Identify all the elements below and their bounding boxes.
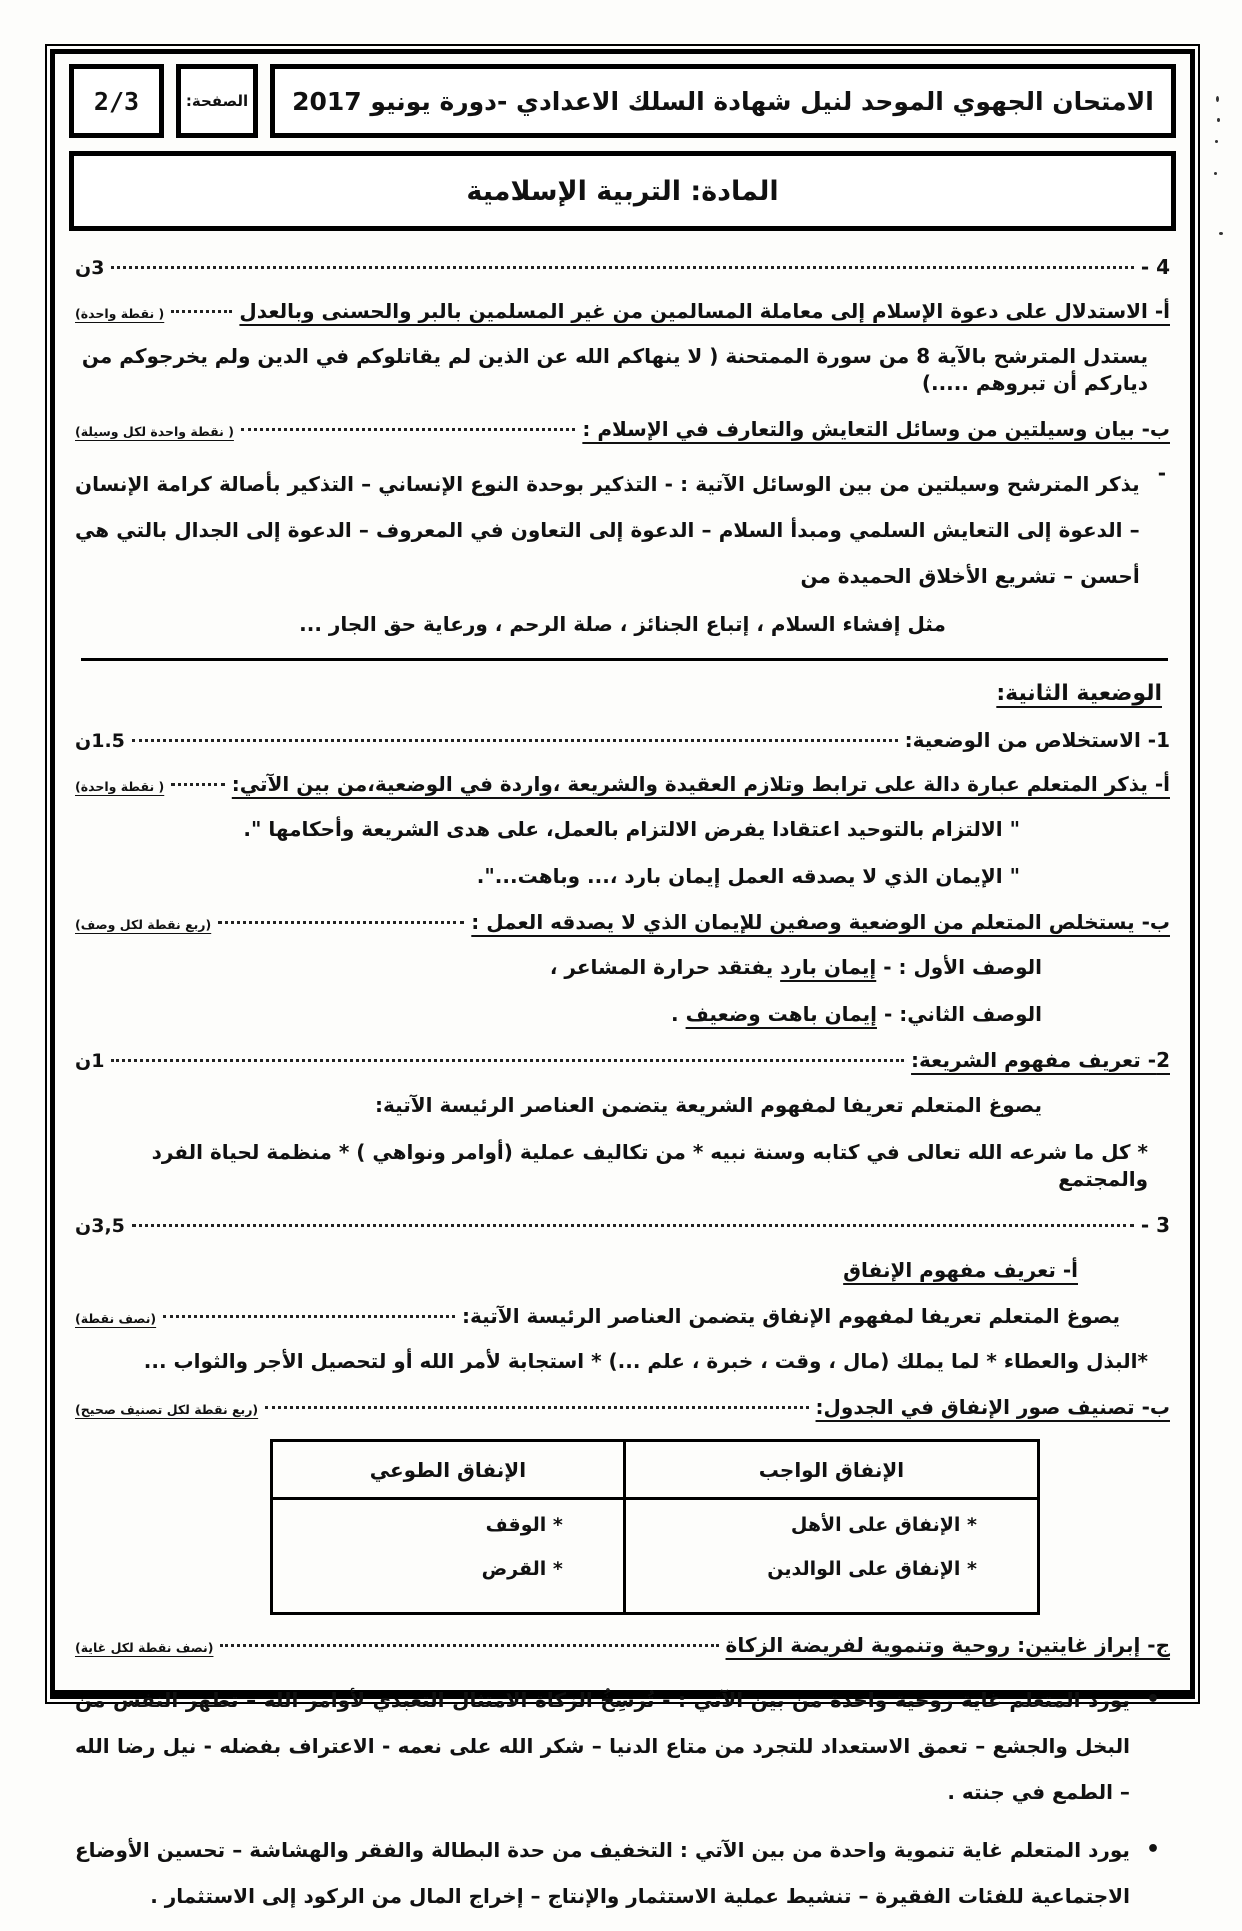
s2-q1-b-title: ب- يستخلص المتعلم من الوضعية وصفين للإيمان الذي لا يصدقه العمل :: [471, 910, 1170, 934]
tatawwui-cell: [272, 1499, 625, 1614]
s2-q3-number-line: [75, 1213, 1170, 1237]
s2-q1-quote2: " الإيمان الذي لا يصدقه العمل إيمان بارد ،... وباهت...".: [476, 864, 1020, 888]
desc2-rest: .: [671, 1002, 679, 1026]
col-header-wajib: الإنفاق الواجب: [624, 1441, 1038, 1499]
s2-q2-elements: * كل ما شرعه الله تعالى في كتابه وسنة نبيه * من تكاليف عملية (أوامر ونواهي ) * منظمة لحياة الفرد والمجتمع: [151, 1140, 1148, 1191]
dotted-leader: [171, 783, 225, 786]
development-goal-text: يورد المتعلم غاية تنموية واحدة من بين الآتي : التخفيف من حدة البطالة والفقر والهشاشة – تحسين الأوضاع الاجتماعية للفئات الفقيرة – تنشيط عملية الاستثمار والإنتاج – إخراج المال من الركود إلى الاستثمار .: [75, 1838, 1130, 1908]
scan-noise-speck: [1219, 232, 1223, 235]
infaq-classification-table: [270, 1439, 1040, 1615]
dotted-leader: [111, 266, 1133, 269]
marking-note: ( نقطة واحدة): [75, 779, 165, 794]
answer-key-content: [69, 231, 1176, 1931]
wajib-cell: [624, 1499, 1038, 1614]
desc1-phrase: إيمان بارد: [780, 955, 877, 979]
scan-noise-speck: [1216, 96, 1219, 102]
subject-box: [69, 151, 1176, 231]
s2-q3-b-title-line: [75, 1395, 1170, 1419]
table-item: * الوقف: [485, 1514, 563, 1536]
marking-note: (نصف نقطة): [75, 1311, 157, 1326]
list-dash: -: [1157, 461, 1166, 485]
s2-q3-number: 3 -: [1140, 1213, 1170, 1237]
s2-q1-title-line: [75, 728, 1170, 752]
s2-q1-desc2: [75, 1001, 1170, 1028]
s2-q2-title: 2- تعريف مفهوم الشريعة:: [911, 1048, 1170, 1072]
q4-a-title-line: [75, 299, 1170, 323]
s2-q1-title: 1- الاستخلاص من الوضعية:: [904, 728, 1170, 752]
page-number-box: [69, 64, 164, 138]
q4-number-line: [75, 255, 1170, 279]
s2-q1-a-title: أ- يذكر المتعلم عبارة دالة على ترابط وتلازم العقيدة والشريعة ،واردة في الوضعية،من بين الآتي:: [231, 772, 1170, 796]
situation2-title: الوضعية الثانية:: [996, 681, 1162, 706]
marking-note: (ربع نقطة لكل تصنيف صحيح): [75, 1402, 259, 1417]
table-header-row: [272, 1441, 1039, 1499]
dotted-leader: [132, 739, 898, 742]
development-goal-bullet: [75, 1827, 1170, 1931]
exam-title-box: [270, 64, 1176, 138]
s2-q3-c-title: ج- إبراز غايتين: روحية وتنموية لفريضة الزكاة: [725, 1633, 1170, 1657]
s2-q3-a-intro: يصوغ المتعلم تعريفا لمفهوم الإنفاق يتضمن العناصر الرئيسة الآتية:: [462, 1304, 1120, 1328]
spiritual-goal-text: يورد المتعلم غاية روحية واحدة من بين الآتي : - تُرسِخُ الزكاة الامتثال التعبدي لأوامر الله – تطهر النفس من البخل والجشع – تعمق الاستعداد للتجرد من متاع الدنيا – شكر الله على نعمه - الاعتراف بفضله - نيل رضا الله – الطمع في جنته .: [75, 1688, 1130, 1804]
s2-q1-a-title-line: [75, 772, 1170, 796]
q4-a-answer: يستدل المترشح بالآية 8 من سورة الممتحنة ( لا ينهاكم الله عن الذين لم يقاتلوكم في الدين ولم يخرجوكم من دياركم أن تبروهم .....): [81, 344, 1148, 395]
q4-b-answer-end: مثل إفشاء السلام ، إتباع الجنائز ، صلة الرحم ، ورعاية حق الجار ...: [299, 612, 946, 636]
dotted-leader: [220, 1644, 718, 1647]
page-number: 2/3: [93, 86, 140, 116]
bullet-icon: •: [1145, 1837, 1160, 1862]
dotted-leader: [163, 1315, 455, 1318]
dotted-leader: [132, 1224, 1134, 1227]
bullet-icon: •: [1145, 1687, 1160, 1712]
q4-b-answer: يذكر المترشح وسيلتين من بين الوسائل الآتية : - التذكير بوحدة النوع الإنساني – التذكير بأصالة كرامة الإنسان – الدعوة إلى التعايش السلمي ومبدأ السلام – الدعوة إلى التعاون في المعروف – الدعوة إلى الجدال بالتي هي أحسن – تشريع الأخلاق الحميدة من: [75, 472, 1140, 588]
marking-note: ( نقطة واحدة): [75, 306, 165, 321]
s2-q3-points: 3,5ن: [75, 1215, 125, 1237]
header-row: [69, 64, 1176, 138]
s2-q3-a-title: أ- تعريف مفهوم الإنفاق: [843, 1258, 1078, 1282]
scan-noise-speck: [1214, 172, 1217, 175]
exam-title: الامتحان الجهوي الموحد لنيل شهادة السلك الاعدادي -دورة يونيو 2017: [292, 86, 1154, 116]
spiritual-goal-bullet: [75, 1677, 1170, 1827]
q4-points: 3ن: [75, 257, 105, 279]
dotted-leader: [265, 1406, 808, 1409]
s2-q3-c-title-line: [75, 1633, 1170, 1657]
scan-noise-speck: [1215, 140, 1218, 143]
q4-number: 4 -: [1140, 255, 1170, 279]
s2-q3-b-title: ب- تصنيف صور الإنفاق في الجدول:: [815, 1395, 1170, 1419]
s2-q3-a-intro-line: [75, 1304, 1170, 1328]
marking-note: (ربع نقطة لكل وصف): [75, 917, 212, 932]
table-item: * الإنفاق على الوالدين: [767, 1558, 977, 1580]
dotted-leader: [218, 921, 464, 924]
desc1-label: الوصف الأول : -: [883, 955, 1042, 979]
section-divider: [81, 658, 1168, 661]
desc2-label: الوصف الثاني: -: [883, 1002, 1042, 1026]
s2-q2-points: 1ن: [75, 1050, 105, 1072]
col-header-tatawwui: الإنفاق الطوعي: [272, 1441, 625, 1499]
dotted-leader: [241, 428, 575, 431]
s2-q2-title-line: [75, 1048, 1170, 1072]
marking-note: ( نقطة واحدة لكل وسيلة): [75, 424, 234, 439]
s2-q2-intro: يصوغ المتعلم تعريفا لمفهوم الشريعة يتضمن العناصر الرئيسة الآتية:: [374, 1093, 1042, 1117]
marking-note: (نصف نقطة لكل غاية): [75, 1640, 214, 1655]
s2-q1-b-title-line: [75, 910, 1170, 934]
s2-q3-a-elements: *البذل والعطاء * لما يملك (مال ، وقت ، خبرة ، علم ...) * استجابة لأمر الله أو لتحصيل الأجر والثواب ...: [143, 1349, 1148, 1373]
s2-q1-quote1: " الالتزام بالتوحيد اعتقادا يفرض الالتزام بالعمل، على هدى الشريعة وأحكامها ".: [243, 817, 1020, 841]
s2-q1-points: 1.5ن: [75, 730, 125, 752]
page-label-box: [176, 64, 258, 138]
table-item: * القرض: [481, 1558, 563, 1580]
q4-b-title-line: [75, 417, 1170, 441]
s2-q1-desc1: [75, 954, 1170, 981]
scan-noise-speck: [1217, 118, 1220, 122]
desc1-rest: يفتقد حرارة المشاعر ،: [549, 955, 774, 979]
page-label: الصفحة:: [185, 92, 249, 110]
table-body-row: [272, 1499, 1039, 1614]
page-inner-frame: [50, 49, 1195, 1908]
desc2-phrase: إيمان باهت وضعيف: [685, 1002, 877, 1026]
dotted-leader: [171, 310, 232, 313]
table-item: * الإنفاق على الأهل: [790, 1514, 977, 1536]
page-border-frame: [45, 44, 1200, 1908]
subject-title: المادة: التربية الإسلامية: [466, 175, 779, 207]
q4-a-title: أ- الاستدلال على دعوة الإسلام إلى معاملة المسالمين من غير المسلمين بالبر والحسنى وبالعدل: [239, 299, 1170, 323]
q4-b-answer-block: [75, 461, 1170, 611]
dotted-leader: [111, 1059, 904, 1062]
q4-b-title: ب- بيان وسيلتين من وسائل التعايش والتعارف في الإسلام :: [582, 417, 1170, 441]
